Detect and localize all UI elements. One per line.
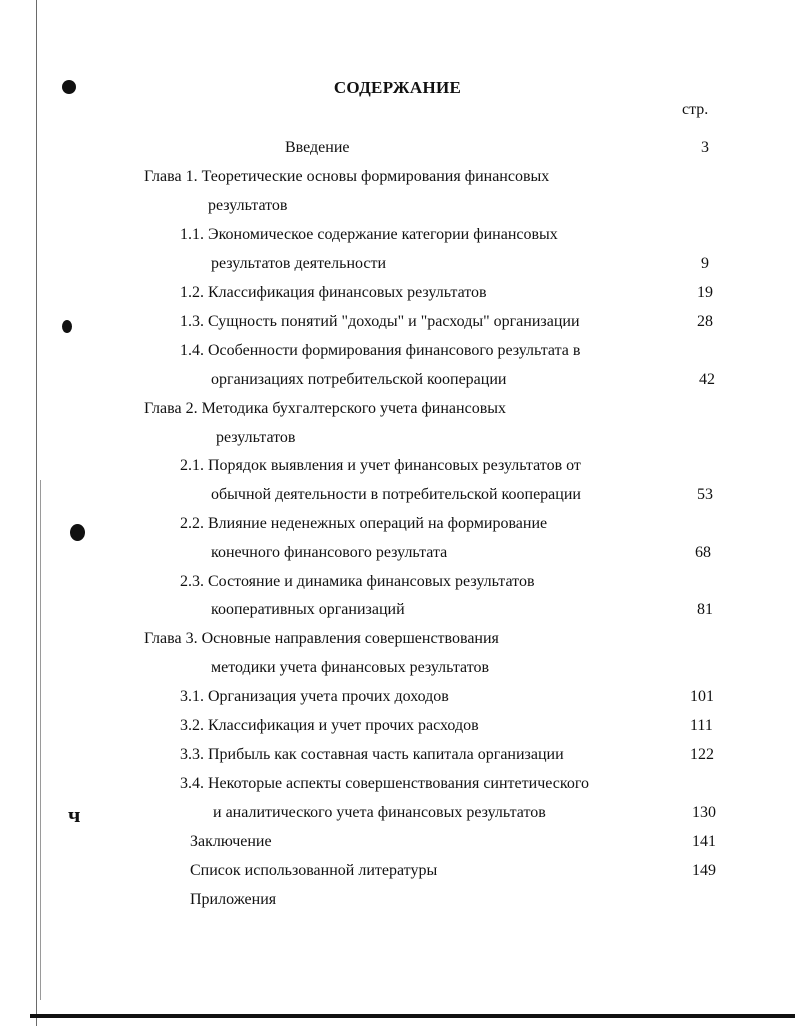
toc-entry-text: 1.1. Экономическое содержание категории финансовых [180, 226, 558, 243]
toc-entry-page: 130 [692, 804, 716, 821]
toc-entry-text: Заключение [190, 833, 272, 850]
toc-entry-page: 9 [701, 255, 709, 272]
page-title: СОДЕРЖАНИЕ [333, 78, 462, 97]
punch-hole-dot-middle [62, 320, 72, 333]
toc-entry-page: 122 [690, 746, 714, 763]
toc-entry-text: 3.1. Организация учета прочих доходов [180, 688, 449, 705]
toc-entry-text: методики учета финансовых результатов [211, 659, 490, 676]
toc-entry-page: 68 [695, 544, 711, 561]
toc-entry-text: 1.2. Классификация финансовых результатов [180, 284, 487, 301]
toc-entry-text: Список использованной литературы [190, 862, 438, 879]
toc-entry-page: 81 [697, 601, 713, 618]
toc-entry-text: результатов [216, 429, 296, 446]
toc-entry-page: 19 [697, 284, 713, 301]
toc-entry-text: Глава 2. Методика бухгалтерского учета финансовых [144, 400, 506, 417]
toc-entry-text: Приложения [190, 891, 277, 908]
toc-entry-text: 1.4. Особенности формирования финансового результата в [180, 342, 581, 359]
toc-entry-text: результатов [208, 197, 288, 214]
toc-entry-page: 28 [697, 313, 713, 330]
toc-entry-page: 149 [692, 862, 716, 879]
margin-handwritten-mark: ч [68, 802, 81, 827]
scan-margin-line [36, 0, 37, 1026]
toc-entry-page: 101 [690, 688, 714, 705]
toc-entry-text: Глава 1. Теоретические основы формирования финансовых [144, 168, 550, 185]
toc-entry-page: 141 [692, 833, 716, 850]
toc-entry-page: 42 [699, 371, 715, 388]
toc-entry-text: 2.2. Влияние неденежных операций на формирование [180, 515, 548, 532]
page-column-label: стр. [682, 101, 709, 118]
toc-entry-page: 111 [690, 717, 713, 734]
toc-entry-text: 2.1. Порядок выявления и учет финансовых результатов от [180, 457, 581, 474]
toc-entry-text: Глава 3. Основные направления совершенствования [144, 630, 499, 647]
toc-entry-text: обычной деятельности в потребительской кооперации [211, 486, 581, 503]
toc-entry-text: 3.2. Классификация и учет прочих расходов [180, 717, 479, 734]
toc-entry-text: 1.3. Сущность понятий "доходы" и "расходы" организации [180, 313, 580, 330]
scan-bottom-edge [30, 1014, 795, 1018]
toc-entry-text: и аналитического учета финансовых результатов [213, 804, 546, 821]
toc-entry-text: результатов деятельности [211, 255, 387, 272]
toc-entry-text: Введение [285, 139, 350, 156]
toc-entry-text: организациях потребительской кооперации [211, 371, 507, 388]
punch-hole-dot-lower [70, 524, 85, 541]
scan-margin-line-secondary [40, 480, 41, 1000]
toc-entry-text: 3.3. Прибыль как составная часть капитала организации [180, 746, 564, 763]
toc-entry-text: 2.3. Состояние и динамика финансовых результатов [180, 573, 535, 590]
toc-entry-text: конечного финансового результата [211, 544, 448, 561]
toc-entry-page: 3 [701, 139, 709, 156]
toc-entry-text: 3.4. Некоторые аспекты совершенствования синтетического [180, 775, 589, 792]
toc-entry-text: кооперативных организаций [211, 601, 405, 618]
toc-entry-page: 53 [697, 486, 713, 503]
